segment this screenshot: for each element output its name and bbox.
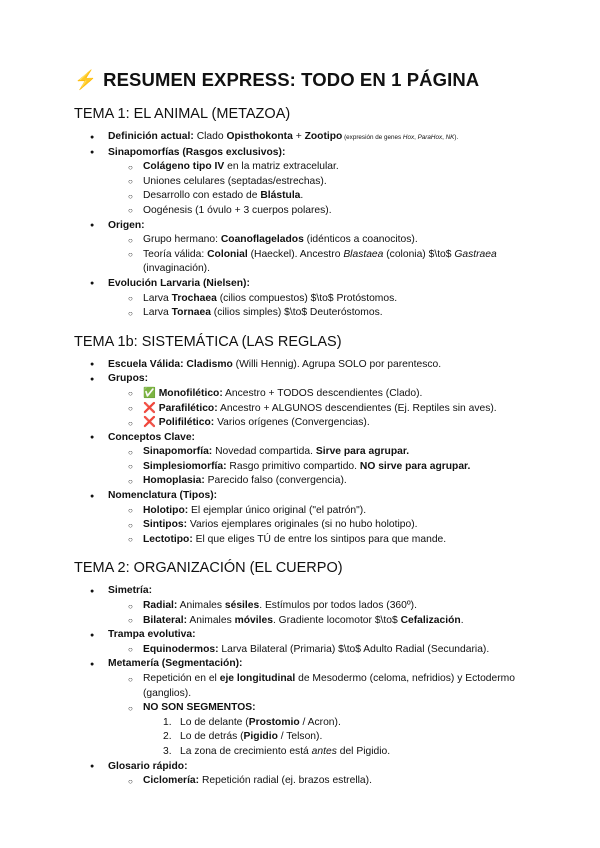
section-heading-tema-1b: TEMA 1b: SISTEMÁTICA (LAS REGLAS) — [74, 333, 342, 350]
list-item-conceptos — [74, 431, 560, 489]
list-item: ○ Oogénesis (1 óvulo + 3 cuerpos polares). — [108, 204, 560, 219]
section-heading-tema-1: TEMA 1: EL ANIMAL (METAZOA) — [74, 106, 291, 122]
list-item: ○ Bilateral: Animales móviles. Gradiente locomotor $\to$ Cefalización. — [108, 614, 560, 629]
list-item: ○ Sintipos: Varios ejemplares originales (si no hubo holotipo). — [108, 518, 560, 533]
list-item: ○ Sinapomorfía: Novedad compartida. Sirve para agrupar. — [108, 445, 560, 460]
list-item-evolucion — [74, 277, 560, 321]
list-item: ○ Repetición en el eje longitudinal de Mesodermo (celoma, nefridios) y Ectodermo (ganglios). — [108, 672, 560, 701]
list-item: ○ Larva Tornaea (cilios simples) $\to$ Deuteróstomos. — [108, 306, 560, 321]
numbered-item: 1. Lo de delante (Prostomio / Acron). — [163, 716, 341, 728]
list-item: ○ Simplesiomorfía: Rasgo primitivo compartido. NO sirve para agrupar. — [108, 460, 560, 475]
list-item-definicion: ● Definición actual: Clado Opisthokonta + Zootipo (expresión de genes Hox, ParaHox, NK). — [74, 130, 560, 146]
list-item: ○ ✅ Monofilético: Ancestro + TODOS descendientes (Clado). — [108, 387, 560, 402]
numbered-item: 3. La zona de crecimiento está antes del Pigidio. — [163, 745, 391, 757]
list-item: ○ Teoría válida: Colonial (Haeckel). Ancestro Blastaea (colonia) $\to$ Gastraea (invaginación). — [108, 248, 560, 277]
list-item: ○ Homoplasia: Parecido falso (convergencia). — [108, 474, 560, 489]
item-label: Grupos: — [108, 373, 149, 385]
list-item-simetria — [74, 584, 560, 628]
page-title — [74, 68, 560, 92]
list-item: ○ ❌ Parafilético: Ancestro + ALGUNOS descendientes (Ej. Reptiles sin aves). — [108, 402, 560, 417]
list-item: ○ Colágeno tipo IV en la matriz extracelular. — [108, 160, 560, 175]
item-label: Sinapomorfías (Rasgos exclusivos): — [108, 146, 286, 158]
tema-1-list — [74, 130, 560, 321]
item-label: Metamería (Segmentación): — [108, 658, 243, 670]
item-label: Nomenclatura (Tipos): — [108, 490, 218, 502]
item-label: Glosario rápido: — [108, 760, 188, 772]
item-label: Definición actual: — [108, 131, 194, 142]
list-item-metameria — [74, 657, 560, 759]
section-tema-1 — [74, 104, 560, 321]
list-item: ○ Radial: Animales sésiles. Estímulos por todos lados (360º). — [108, 599, 560, 614]
section-heading-tema-2: TEMA 2: ORGANIZACIÓN (EL CUERPO) — [74, 560, 343, 577]
list-item-sinapomorfias — [74, 146, 560, 219]
list-item: ○ Equinodermos: Larva Bilateral (Primaria) $\to$ Adulto Radial (Secundaria). — [108, 643, 560, 658]
item-label: Simetría: — [108, 585, 153, 597]
list-item-glosario — [74, 760, 560, 789]
section-tema-2 — [74, 558, 560, 788]
list-item: ○ Grupo hermano: Coanoflagelados (idénticos a coanocitos). — [108, 233, 560, 248]
numbered-item: 2. Lo de detrás (Pigidio / Telson). — [163, 731, 323, 743]
section-tema-1b — [74, 332, 560, 548]
list-item: ○ NO SON SEGMENTOS: 1. Lo de delante (Prostomio / Acron). 2. Lo de detrás (Pigidio / Telson). 3. La zona de crecimiento está antes del Pigidio. — [108, 701, 560, 759]
list-item: ○ ❌ Polifilético: Varios orígenes (Convergencias). — [108, 416, 560, 431]
cross-icon: ❌ — [143, 417, 156, 429]
item-label: Escuela Válida: — [108, 358, 184, 370]
page-title-text: RESUMEN EXPRESS: TODO EN 1 PÁGINA — [103, 69, 480, 90]
cross-icon: ❌ — [143, 402, 156, 414]
list-item-nomenclatura — [74, 489, 560, 547]
item-label: Trampa evolutiva: — [108, 629, 196, 641]
list-item: ○ Desarrollo con estado de Blástula. — [108, 189, 560, 204]
footnote-note: (expresión de genes Hox, ParaHox, NK). — [342, 134, 459, 141]
item-label: Origen: — [108, 219, 145, 231]
list-item: ○ Larva Trochaea (cilios compuestos) $\to$ Protóstomos. — [108, 292, 560, 307]
list-item: ○ Lectotipo: El que eliges TÚ de entre los sintipos para que mande. — [108, 533, 560, 548]
list-item: ○ Uniones celulares (septadas/estrechas). — [108, 175, 560, 190]
list-item-escuela: ● Escuela Válida: Cladismo (Willi Hennig). Agrupa SOLO por parentesco. — [74, 358, 560, 373]
item-label: Conceptos Clave: — [108, 431, 195, 443]
list-item-trampa — [74, 628, 560, 657]
list-item: ○ Ciclomería: Repetición radial (ej. brazos estrella). — [108, 774, 560, 789]
list-item-grupos — [74, 372, 560, 430]
lightning-icon: ⚡ — [74, 69, 98, 90]
item-label: Evolución Larvaria (Nielsen): — [108, 277, 250, 289]
list-item: ○ Holotipo: El ejemplar único original ("el patrón"). — [108, 504, 560, 519]
check-icon: ✅ — [143, 387, 156, 399]
list-item-origen — [74, 219, 560, 277]
